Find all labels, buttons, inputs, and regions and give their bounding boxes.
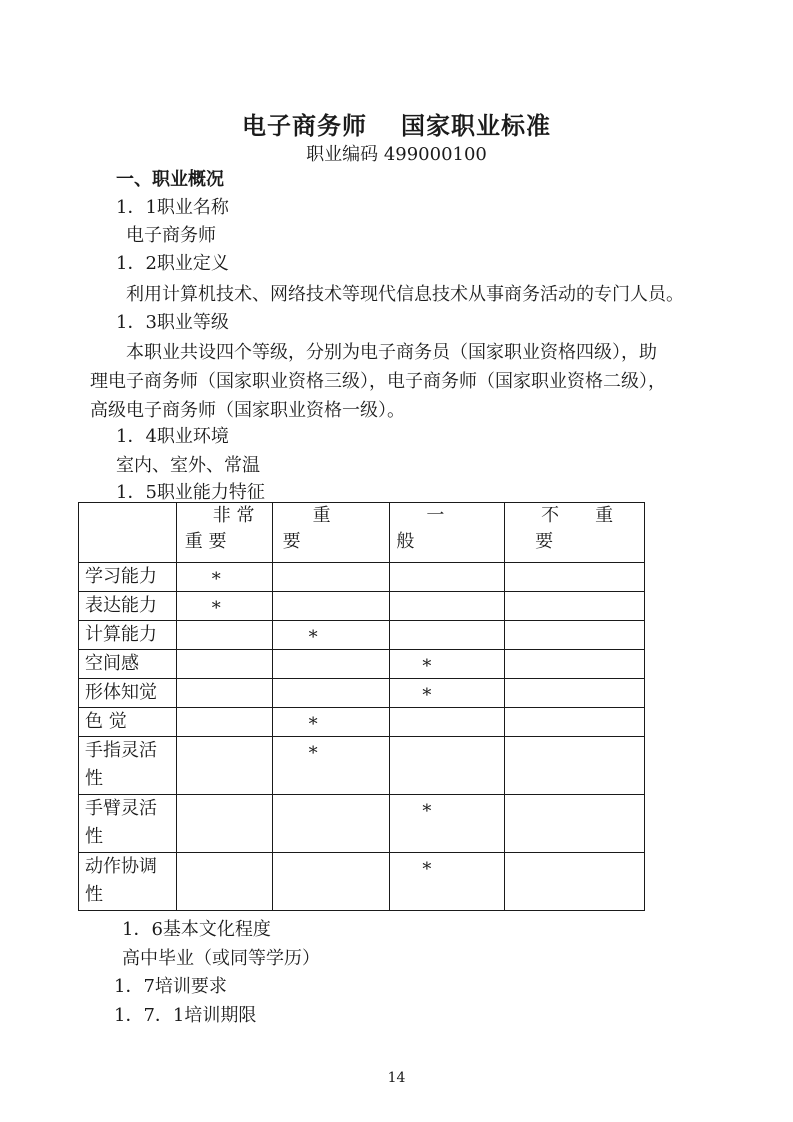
rating-cell bbox=[272, 795, 390, 853]
rating-cell bbox=[176, 563, 272, 592]
ability-label-line: 色 觉 bbox=[85, 711, 127, 732]
work-environment: 室内、室外、常温 bbox=[116, 455, 260, 476]
page-number: 14 bbox=[387, 1070, 406, 1086]
header-line: 不 重 bbox=[541, 505, 614, 526]
rating-cell bbox=[176, 679, 272, 708]
rating-cell bbox=[505, 679, 645, 708]
rating-cell bbox=[505, 563, 645, 592]
heading-1-5: 1．5职业能力特征 bbox=[116, 482, 265, 503]
rating-mark: * bbox=[308, 714, 318, 735]
table-row bbox=[79, 795, 645, 853]
rating-cell bbox=[272, 563, 390, 592]
ability-label-line: 空间感 bbox=[85, 653, 139, 674]
ability-label bbox=[79, 621, 177, 650]
table-header-row bbox=[79, 503, 645, 563]
rating-mark: * bbox=[211, 598, 221, 619]
header-important bbox=[272, 503, 390, 563]
rating-cell bbox=[505, 853, 645, 911]
rating-cell bbox=[176, 737, 272, 795]
header-line: 一 bbox=[426, 505, 445, 526]
occupation-name: 电子商务师 bbox=[126, 225, 216, 246]
ability-label bbox=[79, 853, 177, 911]
rating-mark: * bbox=[422, 859, 432, 880]
header-line: 般 bbox=[396, 531, 415, 552]
ability-label-line: 计算能力 bbox=[85, 624, 157, 645]
header-line: 要 bbox=[535, 531, 554, 552]
occupation-code: 职业编码 499000100 bbox=[306, 144, 487, 165]
rating-cell bbox=[272, 621, 390, 650]
header-line: 重 bbox=[312, 505, 331, 526]
ability-label-line: 表达能力 bbox=[85, 595, 157, 616]
header-general bbox=[390, 503, 505, 563]
rating-cell bbox=[505, 621, 645, 650]
rating-cell bbox=[272, 708, 390, 737]
header-line: 非 常 bbox=[212, 505, 255, 526]
rating-cell bbox=[390, 621, 505, 650]
rating-cell bbox=[390, 708, 505, 737]
grade-text-line: 理电子商务师（国家职业资格三级），电子商务师（国家职业资格二级）， bbox=[90, 371, 666, 392]
rating-mark: * bbox=[422, 801, 432, 822]
rating-cell bbox=[176, 795, 272, 853]
ability-label bbox=[79, 737, 177, 795]
heading-1-3: 1．3职业等级 bbox=[116, 312, 229, 333]
grade-text-line: 本职业共设四个等级，分别为电子商务员（国家职业资格四级），助 bbox=[126, 342, 657, 363]
rating-cell bbox=[505, 592, 645, 621]
ability-label bbox=[79, 679, 177, 708]
ability-label-line: 手指灵活 bbox=[85, 740, 157, 761]
table-row bbox=[79, 621, 645, 650]
ability-label-line: 动作协调 bbox=[85, 856, 157, 877]
table-row bbox=[79, 679, 645, 708]
rating-cell bbox=[505, 650, 645, 679]
ability-label bbox=[79, 592, 177, 621]
document-title bbox=[0, 106, 793, 141]
ability-label-line: 性 bbox=[85, 826, 103, 847]
table-row bbox=[79, 650, 645, 679]
rating-cell bbox=[505, 795, 645, 853]
rating-cell bbox=[176, 650, 272, 679]
heading-1-7: 1．7培训要求 bbox=[114, 976, 227, 997]
rating-cell bbox=[390, 592, 505, 621]
ability-label-line: 手臂灵活 bbox=[85, 798, 157, 819]
rating-mark: * bbox=[422, 685, 432, 706]
section-heading-overview: 一、职业概况 bbox=[116, 169, 224, 190]
title-occupation: 电子商务师 bbox=[242, 111, 367, 140]
title-standard: 国家职业标准 bbox=[401, 111, 551, 140]
heading-1-1: 1．1职业名称 bbox=[116, 197, 229, 218]
rating-mark: * bbox=[308, 743, 318, 764]
rating-mark: * bbox=[422, 656, 432, 677]
rating-cell bbox=[272, 737, 390, 795]
rating-cell bbox=[390, 650, 505, 679]
heading-1-6: 1．6基本文化程度 bbox=[122, 919, 271, 940]
rating-cell bbox=[390, 795, 505, 853]
header-very-important bbox=[176, 503, 272, 563]
ability-label-line: 性 bbox=[85, 884, 103, 905]
rating-cell bbox=[272, 679, 390, 708]
education-level: 高中毕业（或同等学历） bbox=[122, 948, 320, 969]
rating-cell bbox=[390, 563, 505, 592]
ability-label bbox=[79, 795, 177, 853]
rating-cell bbox=[505, 708, 645, 737]
table-row bbox=[79, 737, 645, 795]
rating-cell bbox=[390, 679, 505, 708]
table-row bbox=[79, 853, 645, 911]
table-row bbox=[79, 592, 645, 621]
ability-label bbox=[79, 563, 177, 592]
header-line: 重 要 bbox=[184, 531, 227, 552]
heading-1-4: 1．4职业环境 bbox=[116, 426, 229, 447]
rating-mark: * bbox=[308, 627, 318, 648]
header-not-important bbox=[505, 503, 645, 563]
ability-label bbox=[79, 708, 177, 737]
header-corner bbox=[79, 503, 177, 563]
table-row bbox=[79, 708, 645, 737]
table-row bbox=[79, 563, 645, 592]
heading-1-7-1: 1．7．1培训期限 bbox=[114, 1005, 257, 1026]
header-line: 要 bbox=[282, 531, 301, 552]
rating-cell bbox=[505, 737, 645, 795]
rating-cell bbox=[272, 592, 390, 621]
rating-cell bbox=[176, 708, 272, 737]
rating-cell bbox=[272, 853, 390, 911]
rating-cell bbox=[176, 592, 272, 621]
rating-cell bbox=[390, 853, 505, 911]
rating-cell bbox=[390, 737, 505, 795]
ability-label bbox=[79, 650, 177, 679]
ability-table bbox=[78, 502, 645, 911]
ability-label-line: 学习能力 bbox=[85, 566, 157, 587]
occupation-definition: 利用计算机技术、网络技术等现代信息技术从事商务活动的专门人员。 bbox=[126, 284, 684, 305]
grade-text-line: 高级电子商务师（国家职业资格一级）。 bbox=[90, 400, 405, 421]
rating-cell bbox=[272, 650, 390, 679]
rating-mark: * bbox=[211, 569, 221, 590]
heading-1-2: 1．2职业定义 bbox=[116, 253, 229, 274]
rating-cell bbox=[176, 853, 272, 911]
ability-label-line: 形体知觉 bbox=[85, 682, 157, 703]
rating-cell bbox=[176, 621, 272, 650]
ability-label-line: 性 bbox=[85, 768, 103, 789]
